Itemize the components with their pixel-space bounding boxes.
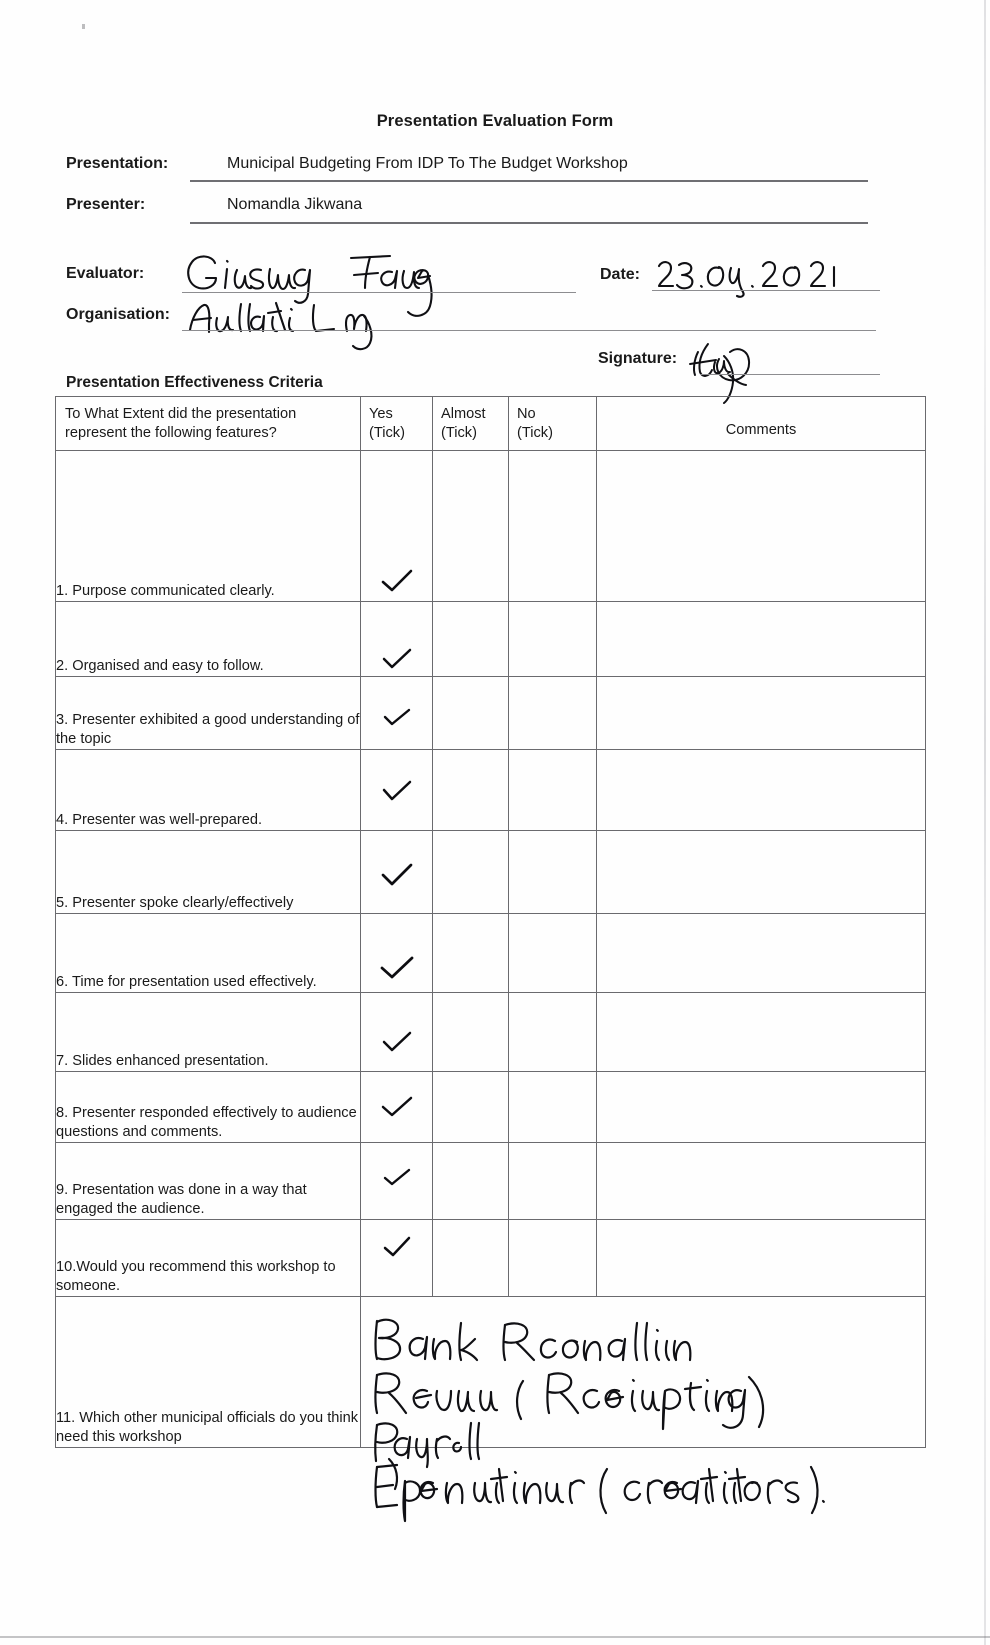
comments-cell-8[interactable]	[597, 1071, 926, 1142]
yes-cell-7[interactable]	[361, 992, 433, 1071]
tick-mark-icon	[378, 956, 416, 980]
presentation-value: Municipal Budgeting From IDP To The Budget Workshop	[227, 155, 628, 172]
table-row	[56, 913, 926, 992]
header-almost-sub: (Tick)	[441, 425, 477, 442]
almost-cell-6[interactable]	[433, 913, 509, 992]
section-heading: Presentation Effectiveness Criteria	[66, 374, 323, 391]
almost-cell-2[interactable]	[433, 601, 509, 676]
comments-cell-2[interactable]	[597, 601, 926, 676]
tick-mark-icon	[379, 569, 415, 593]
header-no	[509, 397, 597, 451]
almost-cell-1[interactable]	[433, 450, 509, 601]
tick-mark-icon	[379, 1096, 415, 1118]
header-criteria	[56, 397, 361, 451]
final-question-row	[56, 1296, 926, 1447]
presentation-rule	[190, 180, 868, 182]
criterion-text-10: 10.Would you recommend this workshop to someone.	[56, 1219, 361, 1296]
evaluator-label: Evaluator:	[66, 265, 145, 282]
table-row	[56, 992, 926, 1071]
criterion-text-4: 4. Presenter was well-prepared.	[56, 749, 361, 830]
presenter-rule	[190, 222, 868, 224]
no-cell-9[interactable]	[509, 1142, 597, 1219]
header-comments: Comments	[597, 397, 926, 451]
no-cell-5[interactable]	[509, 830, 597, 913]
yes-cell-1[interactable]	[361, 450, 433, 601]
tick-mark-icon	[380, 780, 414, 802]
comments-cell-3[interactable]	[597, 676, 926, 749]
yes-cell-4[interactable]	[361, 749, 433, 830]
organisation-label: Organisation:	[66, 306, 171, 323]
header-yes	[361, 397, 433, 451]
almost-cell-5[interactable]	[433, 830, 509, 913]
almost-cell-3[interactable]	[433, 676, 509, 749]
scan-artifact-speck	[82, 24, 85, 29]
tick-mark-icon	[381, 1236, 413, 1258]
organisation-handwritten-value	[184, 292, 404, 342]
scan-edge-bottom	[0, 1636, 990, 1638]
form-title: Presentation Evaluation Form	[376, 112, 614, 130]
criterion-text-7: 7. Slides enhanced presentation.	[56, 992, 361, 1071]
criterion-text-1: 1. Purpose communicated clearly.	[56, 450, 361, 601]
no-cell-3[interactable]	[509, 676, 597, 749]
criterion-text-3: 3. Presenter exhibited a good understanding of the topic	[56, 676, 361, 749]
table-row	[56, 601, 926, 676]
presenter-label: Presenter:	[66, 196, 146, 213]
no-cell-10[interactable]	[509, 1219, 597, 1296]
criterion-text-2: 2. Organised and easy to follow.	[56, 601, 361, 676]
yes-cell-8[interactable]	[361, 1071, 433, 1142]
header-no-label: No	[517, 406, 536, 422]
almost-cell-9[interactable]	[433, 1142, 509, 1219]
no-cell-6[interactable]	[509, 913, 597, 992]
yes-cell-2[interactable]	[361, 601, 433, 676]
header-no-sub: (Tick)	[517, 425, 553, 442]
table-row	[56, 676, 926, 749]
no-cell-1[interactable]	[509, 450, 597, 601]
date-label: Date:	[600, 266, 641, 283]
evaluation-criteria-table	[55, 396, 926, 1448]
comments-cell-9[interactable]	[597, 1142, 926, 1219]
criterion-text-8: 8. Presenter responded effectively to audience questions and comments.	[56, 1071, 361, 1142]
tick-mark-icon	[380, 1031, 414, 1053]
comments-cell-6[interactable]	[597, 913, 926, 992]
comments-cell-4[interactable]	[597, 749, 926, 830]
tick-mark-icon	[379, 863, 415, 887]
table-header-row	[56, 397, 926, 451]
no-cell-4[interactable]	[509, 749, 597, 830]
comments-cell-7[interactable]	[597, 992, 926, 1071]
table-row	[56, 749, 926, 830]
signature-label: Signature:	[598, 350, 678, 367]
comments-cell-1[interactable]	[597, 450, 926, 601]
yes-cell-5[interactable]	[361, 830, 433, 913]
table-row	[56, 450, 926, 601]
yes-cell-3[interactable]	[361, 676, 433, 749]
date-rule	[652, 290, 880, 291]
tick-mark-icon	[381, 1167, 413, 1187]
table-row	[56, 1219, 926, 1296]
header-yes-sub: (Tick)	[369, 425, 405, 442]
criterion-text-5: 5. Presenter spoke clearly/effectively	[56, 830, 361, 913]
tick-mark-icon	[381, 707, 413, 727]
criterion-text-6: 6. Time for presentation used effectively.	[56, 913, 361, 992]
almost-cell-8[interactable]	[433, 1071, 509, 1142]
table-row	[56, 1071, 926, 1142]
yes-cell-9[interactable]	[361, 1142, 433, 1219]
header-almost-label: Almost	[441, 406, 486, 422]
evaluator-rule	[182, 292, 576, 293]
no-cell-8[interactable]	[509, 1071, 597, 1142]
almost-cell-4[interactable]	[433, 749, 509, 830]
almost-cell-7[interactable]	[433, 992, 509, 1071]
almost-cell-10[interactable]	[433, 1219, 509, 1296]
yes-cell-10[interactable]	[361, 1219, 433, 1296]
header-criteria-line1: To What Extent did the presentation	[65, 406, 297, 422]
presenter-value: Nomandla Jikwana	[227, 196, 363, 213]
scan-edge-right	[984, 0, 986, 1645]
comments-cell-10[interactable]	[597, 1219, 926, 1296]
signature-handwritten-value	[686, 330, 776, 405]
table-row	[56, 830, 926, 913]
comments-cell-5[interactable]	[597, 830, 926, 913]
no-cell-2[interactable]	[509, 601, 597, 676]
table-row	[56, 1142, 926, 1219]
criterion-text-9: 9. Presentation was done in a way that engaged the audience.	[56, 1142, 361, 1219]
final-answer-handwriting	[371, 1303, 891, 1453]
criterion-text-11: 11. Which other municipal officials do you think need this workshop	[56, 1296, 361, 1447]
header-criteria-line2: represent the following features?	[65, 425, 277, 442]
tick-mark-icon	[380, 648, 414, 670]
yes-cell-6[interactable]	[361, 913, 433, 992]
header-yes-label: Yes	[369, 406, 393, 422]
signature-rule	[700, 374, 880, 375]
header-almost	[433, 397, 509, 451]
final-question-answer[interactable]	[361, 1296, 926, 1447]
organisation-rule	[182, 330, 876, 331]
presentation-label: Presentation:	[66, 155, 169, 172]
no-cell-7[interactable]	[509, 992, 597, 1071]
